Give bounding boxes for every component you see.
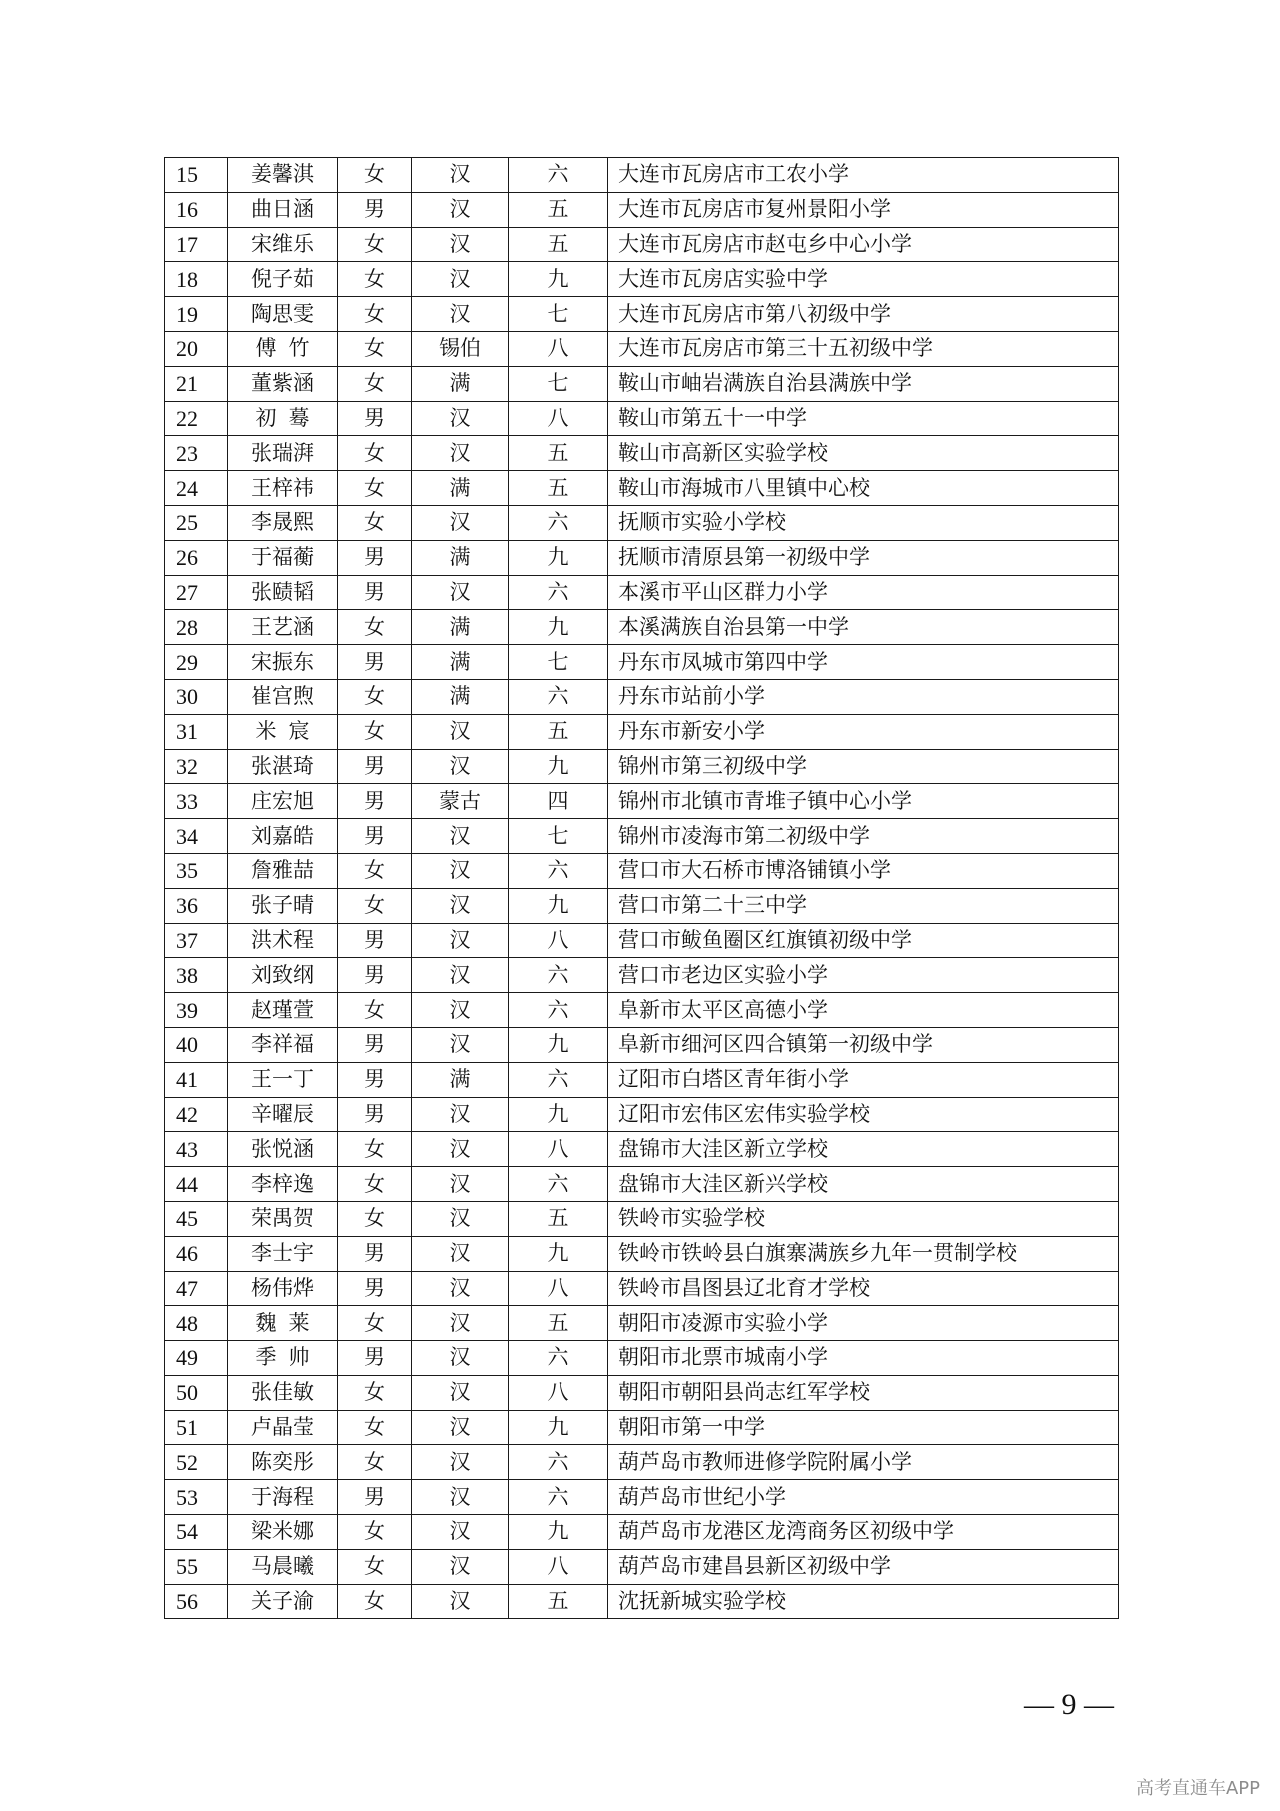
gender-cell: 女 xyxy=(338,262,412,297)
ethnicity-cell: 蒙古 xyxy=(412,784,509,819)
school-cell: 丹东市凤城市第四中学 xyxy=(608,645,1119,680)
ethnicity-cell: 汉 xyxy=(412,1515,509,1550)
table-row xyxy=(165,331,1119,366)
gender-cell: 男 xyxy=(338,1097,412,1132)
watermark: 高考直通车APP xyxy=(1135,1778,1260,1799)
student-name-cell: 赵瑾萱 xyxy=(228,993,338,1028)
gender-cell: 女 xyxy=(338,1445,412,1480)
student-name-cell: 李梓逸 xyxy=(228,1167,338,1202)
table-row xyxy=(165,1062,1119,1097)
grade-cell: 八 xyxy=(509,1375,608,1410)
row-number-cell: 42 xyxy=(165,1097,228,1132)
grade-cell: 四 xyxy=(509,784,608,819)
gender-cell: 女 xyxy=(338,679,412,714)
gender-cell: 女 xyxy=(338,471,412,506)
grade-cell: 六 xyxy=(509,1480,608,1515)
student-list-table xyxy=(164,157,1119,1619)
row-number-cell: 33 xyxy=(165,784,228,819)
gender-cell: 男 xyxy=(338,923,412,958)
table-row xyxy=(165,471,1119,506)
ethnicity-cell: 汉 xyxy=(412,1410,509,1445)
school-cell: 大连市瓦房店市第三十五初级中学 xyxy=(608,331,1119,366)
grade-cell: 六 xyxy=(509,1341,608,1376)
grade-cell: 九 xyxy=(509,1236,608,1271)
row-number-cell: 46 xyxy=(165,1236,228,1271)
table-row xyxy=(165,610,1119,645)
student-name-cell: 季帅 xyxy=(228,1341,338,1376)
ethnicity-cell: 汉 xyxy=(412,958,509,993)
school-cell: 抚顺市清原县第一初级中学 xyxy=(608,540,1119,575)
gender-cell: 女 xyxy=(338,1410,412,1445)
school-cell: 铁岭市实验学校 xyxy=(608,1201,1119,1236)
gender-cell: 女 xyxy=(338,331,412,366)
grade-cell: 六 xyxy=(509,1062,608,1097)
grade-cell: 六 xyxy=(509,993,608,1028)
table-row xyxy=(165,1027,1119,1062)
gender-cell: 女 xyxy=(338,436,412,471)
grade-cell: 九 xyxy=(509,262,608,297)
school-cell: 阜新市太平区高德小学 xyxy=(608,993,1119,1028)
table-row xyxy=(165,575,1119,610)
row-number-cell: 50 xyxy=(165,1375,228,1410)
student-name-cell: 于福蘅 xyxy=(228,540,338,575)
student-name-cell: 李祥福 xyxy=(228,1027,338,1062)
gender-cell: 女 xyxy=(338,366,412,401)
school-cell: 丹东市新安小学 xyxy=(608,714,1119,749)
table-row xyxy=(165,1480,1119,1515)
grade-cell: 八 xyxy=(509,331,608,366)
school-cell: 葫芦岛市世纪小学 xyxy=(608,1480,1119,1515)
ethnicity-cell: 满 xyxy=(412,645,509,680)
table-row xyxy=(165,923,1119,958)
ethnicity-cell: 汉 xyxy=(412,819,509,854)
ethnicity-cell: 汉 xyxy=(412,401,509,436)
school-cell: 辽阳市宏伟区宏伟实验学校 xyxy=(608,1097,1119,1132)
gender-cell: 女 xyxy=(338,1306,412,1341)
gender-cell: 女 xyxy=(338,714,412,749)
student-name-cell: 庄宏旭 xyxy=(228,784,338,819)
ethnicity-cell: 锡伯 xyxy=(412,331,509,366)
row-number-cell: 38 xyxy=(165,958,228,993)
row-number-cell: 19 xyxy=(165,297,228,332)
ethnicity-cell: 汉 xyxy=(412,1549,509,1584)
ethnicity-cell: 汉 xyxy=(412,1480,509,1515)
page-number: — 9 — xyxy=(1024,1688,1114,1721)
grade-cell: 九 xyxy=(509,1027,608,1062)
school-cell: 葫芦岛市龙港区龙湾商务区初级中学 xyxy=(608,1515,1119,1550)
gender-cell: 女 xyxy=(338,505,412,540)
gender-cell: 男 xyxy=(338,645,412,680)
student-name-cell: 张瑞湃 xyxy=(228,436,338,471)
grade-cell: 七 xyxy=(509,297,608,332)
school-cell: 本溪满族自治县第一中学 xyxy=(608,610,1119,645)
ethnicity-cell: 汉 xyxy=(412,1375,509,1410)
student-name-cell: 张湛琦 xyxy=(228,749,338,784)
ethnicity-cell: 汉 xyxy=(412,1097,509,1132)
ethnicity-cell: 汉 xyxy=(412,993,509,1028)
ethnicity-cell: 汉 xyxy=(412,192,509,227)
ethnicity-cell: 汉 xyxy=(412,575,509,610)
school-cell: 丹东市站前小学 xyxy=(608,679,1119,714)
gender-cell: 男 xyxy=(338,1062,412,1097)
school-cell: 沈抚新城实验学校 xyxy=(608,1584,1119,1619)
row-number-cell: 51 xyxy=(165,1410,228,1445)
ethnicity-cell: 满 xyxy=(412,366,509,401)
row-number-cell: 40 xyxy=(165,1027,228,1062)
school-cell: 营口市第二十三中学 xyxy=(608,888,1119,923)
row-number-cell: 25 xyxy=(165,505,228,540)
grade-cell: 七 xyxy=(509,366,608,401)
ethnicity-cell: 汉 xyxy=(412,1445,509,1480)
school-cell: 锦州市北镇市青堆子镇中心小学 xyxy=(608,784,1119,819)
table-row xyxy=(165,714,1119,749)
student-name-cell: 曲日涵 xyxy=(228,192,338,227)
row-number-cell: 31 xyxy=(165,714,228,749)
student-name-cell: 宋振东 xyxy=(228,645,338,680)
row-number-cell: 55 xyxy=(165,1549,228,1584)
grade-cell: 六 xyxy=(509,679,608,714)
row-number-cell: 45 xyxy=(165,1201,228,1236)
school-cell: 本溪市平山区群力小学 xyxy=(608,575,1119,610)
school-cell: 朝阳市北票市城南小学 xyxy=(608,1341,1119,1376)
row-number-cell: 54 xyxy=(165,1515,228,1550)
grade-cell: 八 xyxy=(509,923,608,958)
row-number-cell: 52 xyxy=(165,1445,228,1480)
grade-cell: 五 xyxy=(509,714,608,749)
student-name-cell: 荣禺贺 xyxy=(228,1201,338,1236)
ethnicity-cell: 汉 xyxy=(412,888,509,923)
student-name-cell: 米宸 xyxy=(228,714,338,749)
student-name-cell: 姜馨淇 xyxy=(228,158,338,193)
gender-cell: 女 xyxy=(338,1132,412,1167)
gender-cell: 男 xyxy=(338,784,412,819)
ethnicity-cell: 汉 xyxy=(412,1167,509,1202)
gender-cell: 男 xyxy=(338,1341,412,1376)
ethnicity-cell: 满 xyxy=(412,1062,509,1097)
gender-cell: 男 xyxy=(338,401,412,436)
student-name-cell: 陈奕彤 xyxy=(228,1445,338,1480)
row-number-cell: 41 xyxy=(165,1062,228,1097)
grade-cell: 五 xyxy=(509,227,608,262)
student-name-cell: 刘致纲 xyxy=(228,958,338,993)
grade-cell: 六 xyxy=(509,505,608,540)
table-row xyxy=(165,297,1119,332)
school-cell: 朝阳市第一中学 xyxy=(608,1410,1119,1445)
row-number-cell: 20 xyxy=(165,331,228,366)
grade-cell: 五 xyxy=(509,471,608,506)
row-number-cell: 29 xyxy=(165,645,228,680)
table-row xyxy=(165,262,1119,297)
table-row xyxy=(165,540,1119,575)
table-row xyxy=(165,1549,1119,1584)
grade-cell: 八 xyxy=(509,1549,608,1584)
row-number-cell: 26 xyxy=(165,540,228,575)
gender-cell: 女 xyxy=(338,1167,412,1202)
student-name-cell: 张佳敏 xyxy=(228,1375,338,1410)
table-row xyxy=(165,819,1119,854)
row-number-cell: 17 xyxy=(165,227,228,262)
row-number-cell: 24 xyxy=(165,471,228,506)
table-row xyxy=(165,436,1119,471)
ethnicity-cell: 汉 xyxy=(412,749,509,784)
table-row xyxy=(165,1306,1119,1341)
school-cell: 葫芦岛市建昌县新区初级中学 xyxy=(608,1549,1119,1584)
table-row xyxy=(165,505,1119,540)
table-row xyxy=(165,1271,1119,1306)
ethnicity-cell: 汉 xyxy=(412,1584,509,1619)
ethnicity-cell: 满 xyxy=(412,610,509,645)
ethnicity-cell: 汉 xyxy=(412,923,509,958)
school-cell: 盘锦市大洼区新兴学校 xyxy=(608,1167,1119,1202)
grade-cell: 六 xyxy=(509,158,608,193)
school-cell: 抚顺市实验小学校 xyxy=(608,505,1119,540)
ethnicity-cell: 汉 xyxy=(412,1132,509,1167)
student-name-cell: 傅竹 xyxy=(228,331,338,366)
student-name-cell: 关子渝 xyxy=(228,1584,338,1619)
grade-cell: 八 xyxy=(509,1271,608,1306)
school-cell: 盘锦市大洼区新立学校 xyxy=(608,1132,1119,1167)
ethnicity-cell: 汉 xyxy=(412,1306,509,1341)
row-number-cell: 27 xyxy=(165,575,228,610)
ethnicity-cell: 满 xyxy=(412,540,509,575)
school-cell: 葫芦岛市教师进修学院附属小学 xyxy=(608,1445,1119,1480)
ethnicity-cell: 汉 xyxy=(412,1201,509,1236)
ethnicity-cell: 汉 xyxy=(412,853,509,888)
grade-cell: 九 xyxy=(509,888,608,923)
grade-cell: 五 xyxy=(509,192,608,227)
table-row xyxy=(165,888,1119,923)
table-row xyxy=(165,227,1119,262)
row-number-cell: 23 xyxy=(165,436,228,471)
student-name-cell: 杨伟烨 xyxy=(228,1271,338,1306)
school-cell: 朝阳市凌源市实验小学 xyxy=(608,1306,1119,1341)
ethnicity-cell: 满 xyxy=(412,471,509,506)
grade-cell: 五 xyxy=(509,1201,608,1236)
student-name-cell: 宋维乐 xyxy=(228,227,338,262)
row-number-cell: 43 xyxy=(165,1132,228,1167)
grade-cell: 八 xyxy=(509,401,608,436)
gender-cell: 男 xyxy=(338,1271,412,1306)
school-cell: 锦州市凌海市第二初级中学 xyxy=(608,819,1119,854)
ethnicity-cell: 汉 xyxy=(412,297,509,332)
student-name-cell: 张悦涵 xyxy=(228,1132,338,1167)
gender-cell: 女 xyxy=(338,888,412,923)
table-row xyxy=(165,645,1119,680)
grade-cell: 八 xyxy=(509,1132,608,1167)
table-row xyxy=(165,853,1119,888)
student-name-cell: 董紫涵 xyxy=(228,366,338,401)
row-number-cell: 21 xyxy=(165,366,228,401)
student-name-cell: 梁米娜 xyxy=(228,1515,338,1550)
grade-cell: 六 xyxy=(509,575,608,610)
student-name-cell: 詹雅喆 xyxy=(228,853,338,888)
table-row xyxy=(165,958,1119,993)
gender-cell: 女 xyxy=(338,993,412,1028)
ethnicity-cell: 汉 xyxy=(412,158,509,193)
table-body xyxy=(165,158,1119,1619)
school-cell: 营口市鲅鱼圈区红旗镇初级中学 xyxy=(608,923,1119,958)
table-row xyxy=(165,1097,1119,1132)
row-number-cell: 49 xyxy=(165,1341,228,1376)
grade-cell: 九 xyxy=(509,540,608,575)
row-number-cell: 28 xyxy=(165,610,228,645)
grade-cell: 九 xyxy=(509,749,608,784)
ethnicity-cell: 满 xyxy=(412,679,509,714)
gender-cell: 男 xyxy=(338,819,412,854)
gender-cell: 女 xyxy=(338,297,412,332)
student-name-cell: 于海程 xyxy=(228,1480,338,1515)
grade-cell: 九 xyxy=(509,1515,608,1550)
table-row xyxy=(165,784,1119,819)
gender-cell: 男 xyxy=(338,749,412,784)
table-row xyxy=(165,1341,1119,1376)
ethnicity-cell: 汉 xyxy=(412,1236,509,1271)
student-name-cell: 卢晶莹 xyxy=(228,1410,338,1445)
table-row xyxy=(165,1236,1119,1271)
school-cell: 鞍山市海城市八里镇中心校 xyxy=(608,471,1119,506)
table-row xyxy=(165,401,1119,436)
school-cell: 辽阳市白塔区青年街小学 xyxy=(608,1062,1119,1097)
student-name-cell: 倪子茹 xyxy=(228,262,338,297)
school-cell: 营口市大石桥市博洛铺镇小学 xyxy=(608,853,1119,888)
student-name-cell: 王梓祎 xyxy=(228,471,338,506)
row-number-cell: 30 xyxy=(165,679,228,714)
student-name-cell: 王艺涵 xyxy=(228,610,338,645)
ethnicity-cell: 汉 xyxy=(412,227,509,262)
gender-cell: 男 xyxy=(338,1236,412,1271)
row-number-cell: 48 xyxy=(165,1306,228,1341)
table-row xyxy=(165,679,1119,714)
grade-cell: 九 xyxy=(509,610,608,645)
school-cell: 朝阳市朝阳县尚志红军学校 xyxy=(608,1375,1119,1410)
ethnicity-cell: 汉 xyxy=(412,262,509,297)
table-row xyxy=(165,1445,1119,1480)
row-number-cell: 47 xyxy=(165,1271,228,1306)
row-number-cell: 34 xyxy=(165,819,228,854)
row-number-cell: 32 xyxy=(165,749,228,784)
gender-cell: 女 xyxy=(338,1584,412,1619)
school-cell: 鞍山市岫岩满族自治县满族中学 xyxy=(608,366,1119,401)
school-cell: 阜新市细河区四合镇第一初级中学 xyxy=(608,1027,1119,1062)
gender-cell: 女 xyxy=(338,1375,412,1410)
row-number-cell: 16 xyxy=(165,192,228,227)
student-name-cell: 陶思雯 xyxy=(228,297,338,332)
row-number-cell: 44 xyxy=(165,1167,228,1202)
row-number-cell: 36 xyxy=(165,888,228,923)
table-row xyxy=(165,366,1119,401)
grade-cell: 五 xyxy=(509,436,608,471)
student-name-cell: 张赜韬 xyxy=(228,575,338,610)
student-name-cell: 王一丁 xyxy=(228,1062,338,1097)
school-cell: 大连市瓦房店市第八初级中学 xyxy=(608,297,1119,332)
student-name-cell: 魏莱 xyxy=(228,1306,338,1341)
grade-cell: 六 xyxy=(509,1167,608,1202)
table-row xyxy=(165,749,1119,784)
gender-cell: 男 xyxy=(338,1027,412,1062)
student-name-cell: 辛曜辰 xyxy=(228,1097,338,1132)
school-cell: 大连市瓦房店市赵屯乡中心小学 xyxy=(608,227,1119,262)
grade-cell: 九 xyxy=(509,1097,608,1132)
table-row xyxy=(165,192,1119,227)
school-cell: 大连市瓦房店实验中学 xyxy=(608,262,1119,297)
row-number-cell: 56 xyxy=(165,1584,228,1619)
row-number-cell: 22 xyxy=(165,401,228,436)
ethnicity-cell: 汉 xyxy=(412,436,509,471)
ethnicity-cell: 汉 xyxy=(412,505,509,540)
gender-cell: 男 xyxy=(338,958,412,993)
grade-cell: 六 xyxy=(509,958,608,993)
grade-cell: 五 xyxy=(509,1306,608,1341)
school-cell: 铁岭市铁岭县白旗寨满族乡九年一贯制学校 xyxy=(608,1236,1119,1271)
table-row xyxy=(165,1132,1119,1167)
table-row xyxy=(165,1167,1119,1202)
table-row xyxy=(165,158,1119,193)
gender-cell: 女 xyxy=(338,1549,412,1584)
student-name-cell: 刘嘉皓 xyxy=(228,819,338,854)
table-row xyxy=(165,1201,1119,1236)
student-name-cell: 张子晴 xyxy=(228,888,338,923)
gender-cell: 女 xyxy=(338,158,412,193)
table-row xyxy=(165,993,1119,1028)
table-row xyxy=(165,1410,1119,1445)
student-name-cell: 李晟熙 xyxy=(228,505,338,540)
ethnicity-cell: 汉 xyxy=(412,1341,509,1376)
table-row xyxy=(165,1584,1119,1619)
gender-cell: 女 xyxy=(338,610,412,645)
school-cell: 铁岭市昌图县辽北育才学校 xyxy=(608,1271,1119,1306)
grade-cell: 五 xyxy=(509,1584,608,1619)
grade-cell: 七 xyxy=(509,819,608,854)
school-cell: 锦州市第三初级中学 xyxy=(608,749,1119,784)
gender-cell: 男 xyxy=(338,192,412,227)
gender-cell: 女 xyxy=(338,227,412,262)
school-cell: 营口市老边区实验小学 xyxy=(608,958,1119,993)
gender-cell: 男 xyxy=(338,540,412,575)
student-name-cell: 马晨曦 xyxy=(228,1549,338,1584)
ethnicity-cell: 汉 xyxy=(412,714,509,749)
row-number-cell: 18 xyxy=(165,262,228,297)
student-name-cell: 李士宇 xyxy=(228,1236,338,1271)
school-cell: 鞍山市第五十一中学 xyxy=(608,401,1119,436)
gender-cell: 男 xyxy=(338,1480,412,1515)
gender-cell: 女 xyxy=(338,1515,412,1550)
student-name-cell: 崔宫煦 xyxy=(228,679,338,714)
row-number-cell: 15 xyxy=(165,158,228,193)
gender-cell: 女 xyxy=(338,853,412,888)
row-number-cell: 39 xyxy=(165,993,228,1028)
grade-cell: 六 xyxy=(509,1445,608,1480)
row-number-cell: 37 xyxy=(165,923,228,958)
grade-cell: 六 xyxy=(509,853,608,888)
student-name-cell: 洪术程 xyxy=(228,923,338,958)
row-number-cell: 35 xyxy=(165,853,228,888)
grade-cell: 九 xyxy=(509,1410,608,1445)
ethnicity-cell: 汉 xyxy=(412,1271,509,1306)
table-row xyxy=(165,1515,1119,1550)
school-cell: 鞍山市高新区实验学校 xyxy=(608,436,1119,471)
gender-cell: 女 xyxy=(338,1201,412,1236)
school-cell: 大连市瓦房店市复州景阳小学 xyxy=(608,192,1119,227)
student-name-cell: 初蓦 xyxy=(228,401,338,436)
school-cell: 大连市瓦房店市工农小学 xyxy=(608,158,1119,193)
table-row xyxy=(165,1375,1119,1410)
grade-cell: 七 xyxy=(509,645,608,680)
gender-cell: 男 xyxy=(338,575,412,610)
row-number-cell: 53 xyxy=(165,1480,228,1515)
ethnicity-cell: 汉 xyxy=(412,1027,509,1062)
